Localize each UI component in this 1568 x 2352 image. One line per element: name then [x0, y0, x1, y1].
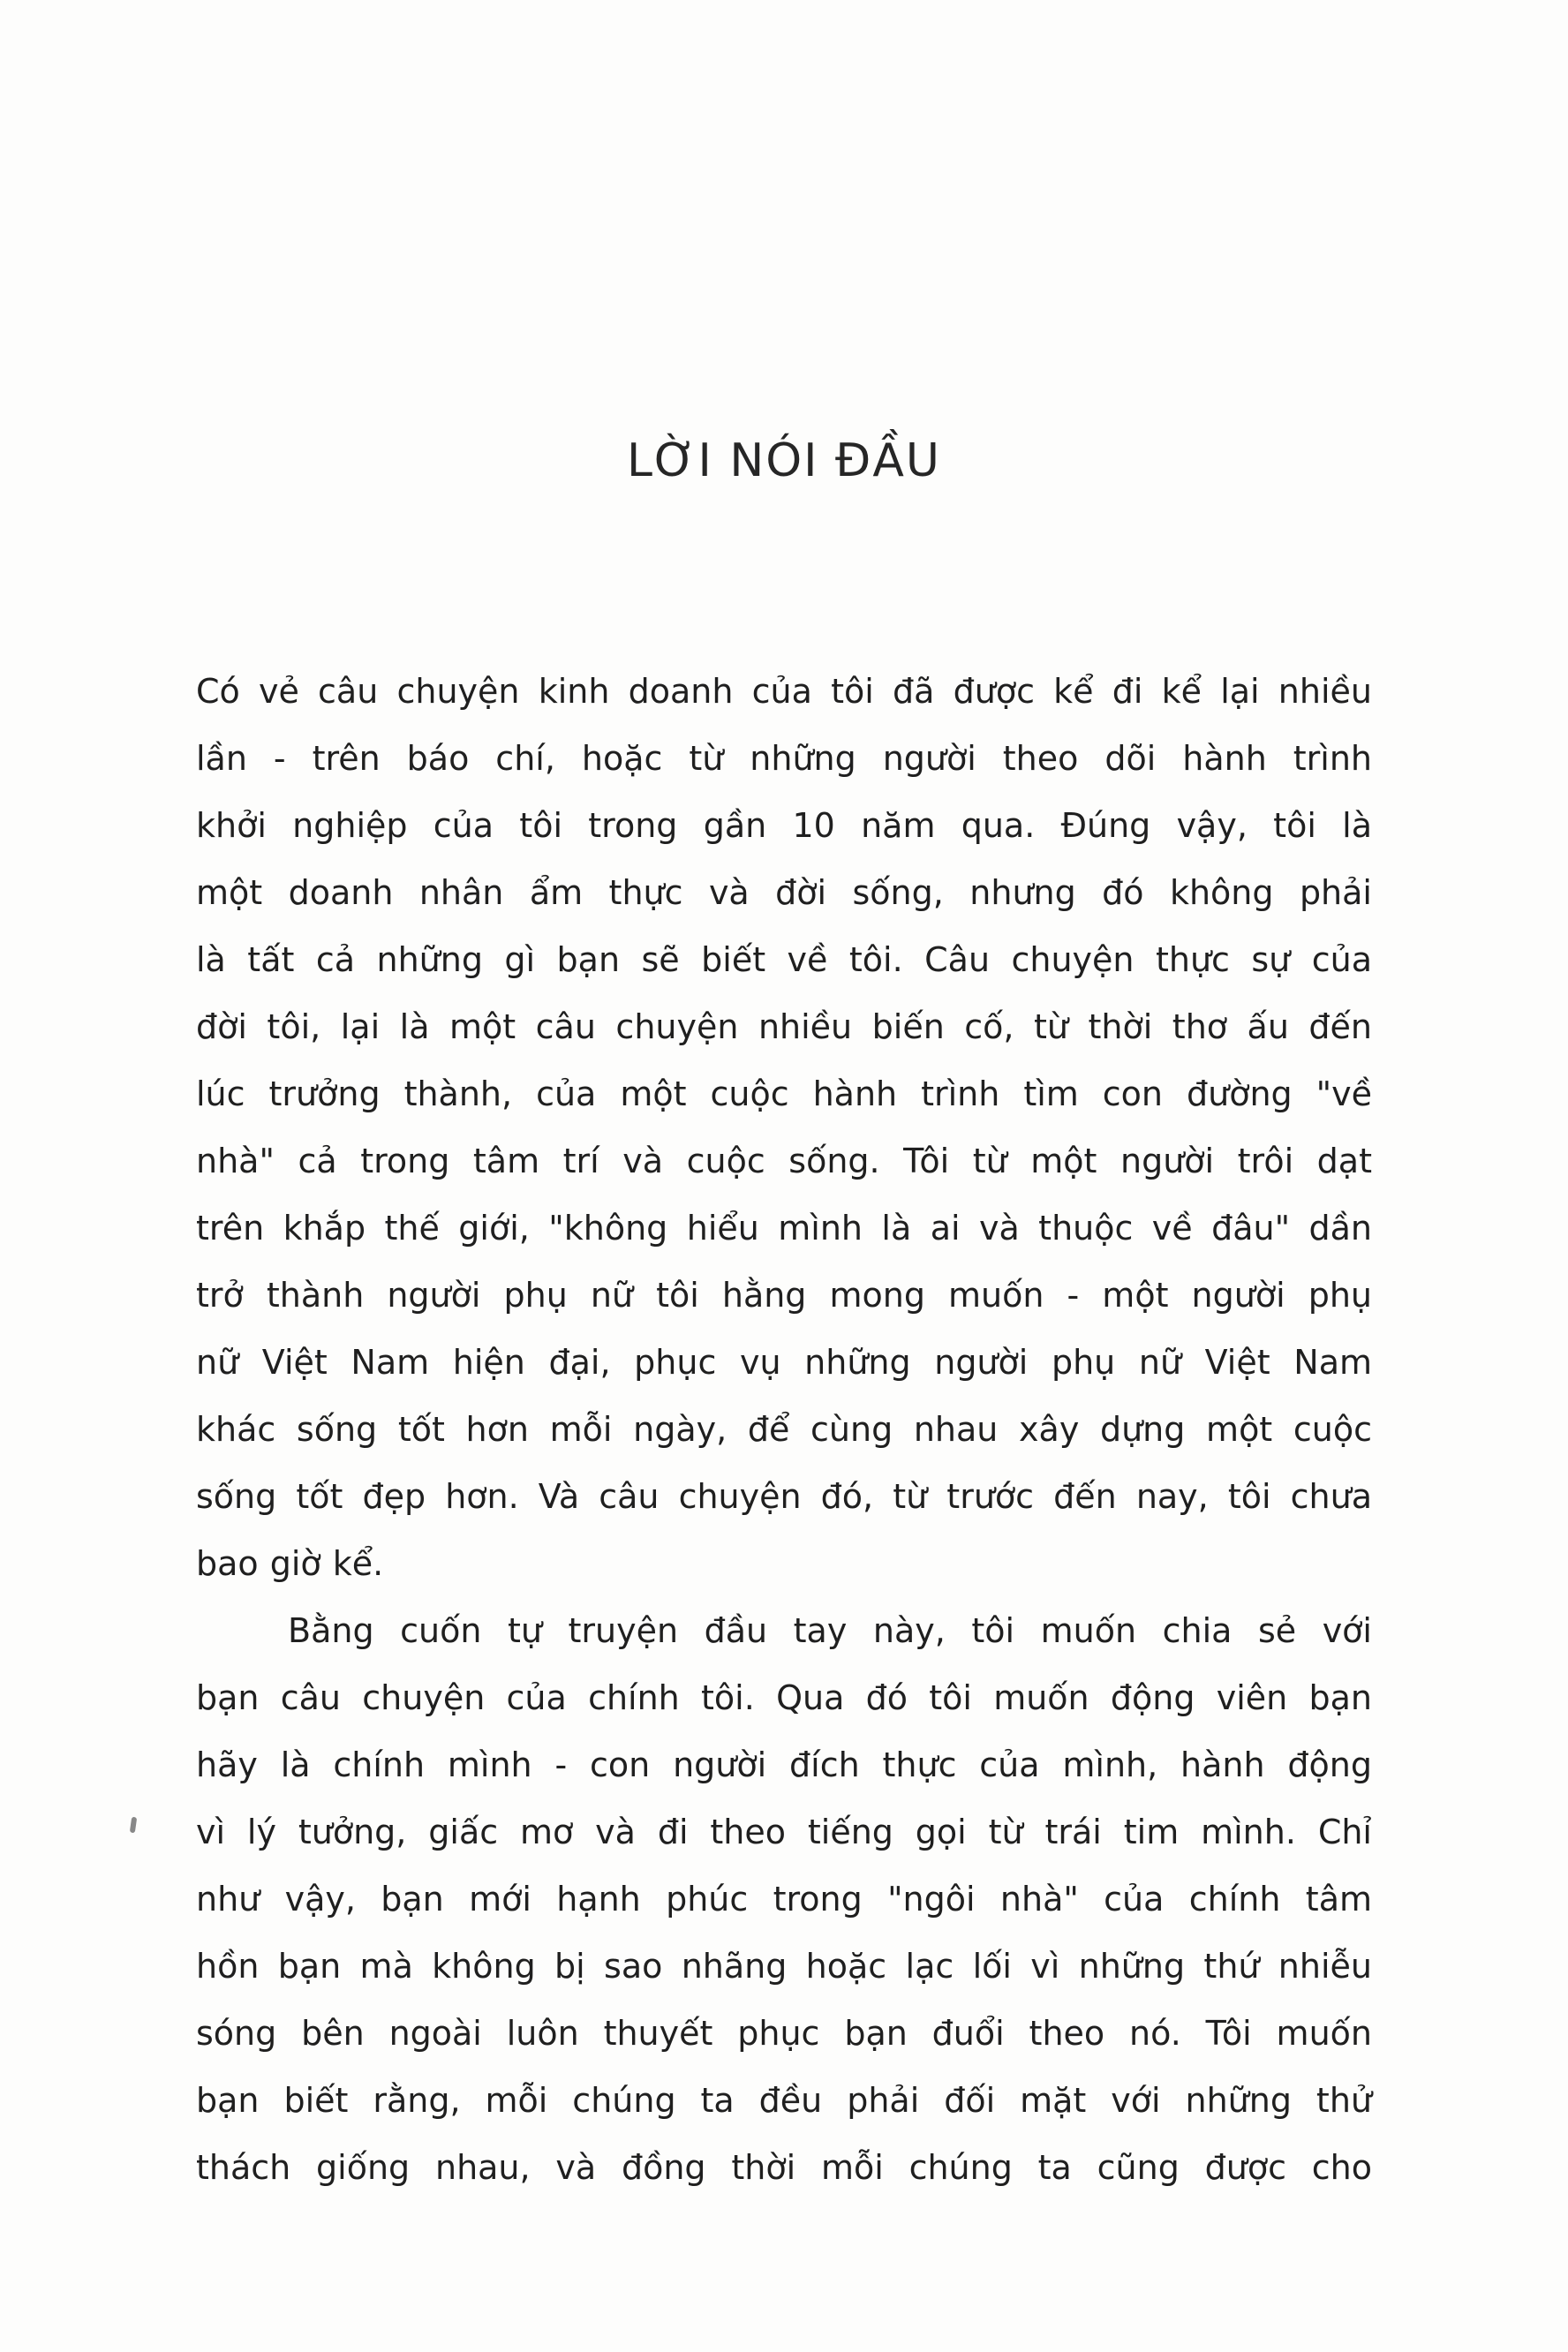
text-line: là tất cả những gì bạn sẽ biết về tôi. Câu chuyện thực sự của	[196, 940, 1372, 979]
text-line: như vậy, bạn mới hạnh phúc trong "ngôi nhà" của chính tâm	[196, 1880, 1372, 1919]
text-line: hãy là chính mình - con người đích thực của mình, hành động	[196, 1745, 1372, 1784]
text-line: Bằng cuốn tự truyện đầu tay này, tôi muốn chia sẻ với	[288, 1611, 1372, 1650]
text-line: khởi nghiệp của tôi trong gần 10 năm qua. Đúng vậy, tôi là	[196, 806, 1372, 845]
text-line: sóng bên ngoài luôn thuyết phục bạn đuổi theo nó. Tôi muốn	[196, 2014, 1372, 2053]
text-line: bạn câu chuyện của chính tôi. Qua đó tôi muốn động viên bạn	[196, 1678, 1372, 1717]
text-line: sống tốt đẹp hơn. Và câu chuyện đó, từ trước đến nay, tôi chưa	[196, 1477, 1372, 1516]
text-line: hồn bạn mà không bị sao nhãng hoặc lạc lối vì những thứ nhiễu	[196, 1947, 1372, 1986]
text-line: lần - trên báo chí, hoặc từ những người theo dõi hành trình	[196, 739, 1372, 778]
text-line: nữ Việt Nam hiện đại, phục vụ những người phụ nữ Việt Nam	[196, 1343, 1372, 1382]
text-line: vì lý tưởng, giấc mơ và đi theo tiếng gọi từ trái tim mình. Chỉ	[196, 1813, 1372, 1851]
text-line: trên khắp thế giới, "không hiểu mình là ai và thuộc về đâu" dần	[196, 1209, 1372, 1248]
text-line: trở thành người phụ nữ tôi hằng mong muốn - một người phụ	[196, 1276, 1372, 1315]
text-line: bao giờ kể.	[196, 1544, 384, 1583]
scan-artifact	[130, 1817, 137, 1834]
text-line: bạn biết rằng, mỗi chúng ta đều phải đối mặt với những thử	[196, 2081, 1372, 2120]
text-line: Có vẻ câu chuyện kinh doanh của tôi đã được kể đi kể lại nhiều	[196, 672, 1372, 711]
text-line: một doanh nhân ẩm thực và đời sống, nhưng đó không phải	[196, 873, 1372, 912]
paragraph-1	[196, 658, 1372, 1597]
page-title: LỜI NÓI ĐẦU	[627, 434, 941, 487]
text-line: khác sống tốt hơn mỗi ngày, để cùng nhau xây dựng một cuộc	[196, 1410, 1372, 1449]
text-line: nhà" cả trong tâm trí và cuộc sống. Tôi từ một người trôi dạt	[196, 1142, 1372, 1180]
text-line: đời tôi, lại là một câu chuyện nhiều biến cố, từ thời thơ ấu đến	[196, 1007, 1372, 1046]
paragraph-2	[196, 1597, 1372, 2201]
text-line: thách giống nhau, và đồng thời mỗi chúng ta cũng được cho	[196, 2148, 1372, 2187]
page-body	[196, 658, 1372, 2201]
text-line: lúc trưởng thành, của một cuộc hành trình tìm con đường "về	[196, 1074, 1372, 1113]
